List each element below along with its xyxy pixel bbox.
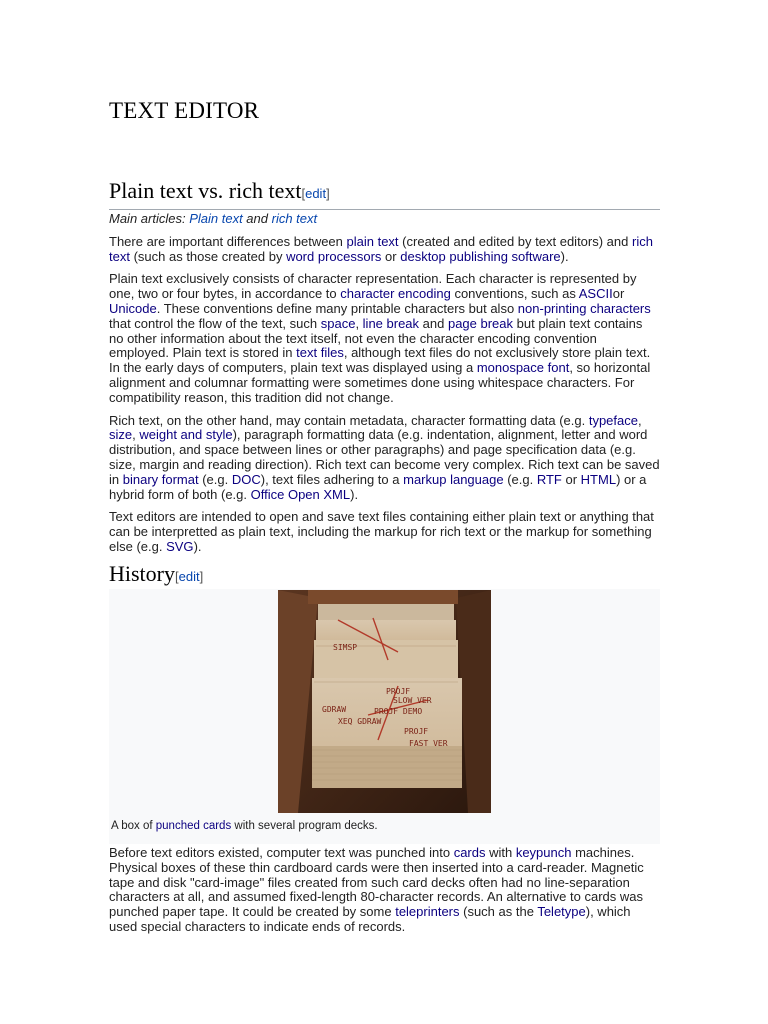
text-run: (created and edited by text editors) and <box>398 233 632 249</box>
edit-section-link <box>301 186 329 201</box>
text-run: , <box>132 427 140 443</box>
text-run: (e.g. <box>198 471 232 487</box>
card-label-projf: PROJF <box>386 687 411 696</box>
link-line-break[interactable]: line break <box>362 315 420 331</box>
text-run: ), text files adhering to a <box>260 471 404 487</box>
text-run: but plain text contains no other information about the text itself, not even the character encoding convention employed. Plain text is stored in <box>109 315 643 361</box>
section-heading-text: Plain text vs. rich text <box>109 178 302 203</box>
link-plain-text[interactable]: Plain text <box>189 211 243 226</box>
link-binary-format[interactable]: binary format <box>122 471 199 487</box>
text-run: (e.g. <box>503 471 537 487</box>
link-monospace-font[interactable]: monospace font <box>476 360 570 376</box>
link-punched-cards[interactable]: punched cards <box>155 820 232 832</box>
page-title: TEXT EDITOR <box>109 98 260 123</box>
card-label-simsp: SIMSP <box>333 643 358 652</box>
section-heading <box>109 178 660 210</box>
text-run: ). <box>350 486 359 502</box>
link-weight-and-style[interactable]: weight and style <box>139 427 233 443</box>
text-run: machines. Physical boxes of these thin cardboard cards were then inserted into a card-reader. Magnetic tape and disk "card-image" files created from such card decks often had no line-separation characters at all, and assumed fixed-length 80-character records. An alternative to cards was punched paper tape. It could be created by some <box>109 845 644 920</box>
section-plain-vs-rich <box>109 178 660 555</box>
card-label-xeq-gdraw: XEQ GDRAW <box>338 717 382 726</box>
paragraph-plain-text <box>109 272 660 405</box>
link-teleprinters[interactable]: teleprinters <box>395 904 460 920</box>
edit-section-link <box>175 569 203 584</box>
link-ascii[interactable]: ASCII <box>578 286 613 302</box>
text-run: , <box>637 412 642 428</box>
text-run: (such as those created by <box>129 248 287 264</box>
text-run: Plain text exclusively consists of character representation. Each character is represented by one, two or four bytes, in accordance to <box>109 271 637 302</box>
edit-link[interactable]: edit <box>305 186 327 201</box>
text-run: , <box>355 315 363 331</box>
link-unicode[interactable]: Unicode <box>109 300 157 316</box>
link-non-printing-characters[interactable]: non-printing characters <box>517 300 651 316</box>
text-run: (such as the <box>459 904 538 920</box>
section-history-body <box>109 846 660 935</box>
card-label-fast-ver: FAST VER <box>409 739 448 748</box>
paragraph-text-editors <box>109 510 660 554</box>
link-space[interactable]: space <box>320 315 356 331</box>
text-run: Text editors are intended to open and save text files containing either plain text or anything that can be interpretted as plain text, including the markup for rich text or the markup for something else (e.g. <box>109 509 654 554</box>
link-html[interactable]: HTML <box>580 471 617 487</box>
link-teletype[interactable]: Teletype <box>537 904 586 920</box>
section-heading-text: History <box>109 561 175 586</box>
link-page-break[interactable]: page break <box>447 315 514 331</box>
card-label-slow-ver: SLOW VER <box>393 696 432 705</box>
link-desktop-publishing[interactable]: desktop publishing software <box>400 248 561 264</box>
text-run: ). <box>560 248 569 264</box>
card-label-projf-2: PROJF <box>404 727 429 736</box>
text-run: , although text files do not exclusively store plain text. In the early days of computers, plain text was displayed using a <box>109 345 651 376</box>
edit-bracket-open: [ <box>301 186 306 201</box>
text-run: or <box>561 471 581 487</box>
link-svg[interactable]: SVG <box>166 538 194 554</box>
link-plain-text-inline[interactable]: plain text <box>346 233 399 249</box>
text-run: and <box>419 315 448 331</box>
punched-cards-photo[interactable] <box>278 590 491 813</box>
text-run: or <box>381 248 401 264</box>
figure-caption <box>111 820 378 832</box>
link-rich-text-inline[interactable]: rich text <box>109 233 653 264</box>
edit-bracket-close: ] <box>199 569 204 584</box>
paragraph-history <box>109 846 660 935</box>
text-run: , so horizontal alignment and columnar formatting were sometimes done using whitespace characters. For compatibility reason, this tradition did not change. <box>109 360 651 405</box>
link-cards[interactable]: cards <box>453 845 486 860</box>
paragraph-differences <box>109 235 660 265</box>
text-run: ), which used special characters to indicate ends of records. <box>109 904 631 934</box>
link-doc[interactable]: DOC <box>231 471 261 487</box>
link-keypunch[interactable]: keypunch <box>515 845 572 860</box>
text-run: Before text editors existed, computer text was punched into <box>109 845 454 860</box>
link-rtf[interactable]: RTF <box>536 471 562 487</box>
text-run: that control the flow of the text, such <box>109 315 321 331</box>
link-typeface[interactable]: typeface <box>588 412 638 428</box>
link-office-open-xml[interactable]: Office Open XML <box>250 486 351 502</box>
hatnote-and: and <box>242 211 272 226</box>
text-run: A box of <box>111 820 156 832</box>
text-run: with several program decks. <box>231 820 378 832</box>
text-run: conventions, such as <box>450 286 579 302</box>
punched-cards-illustration <box>278 590 491 813</box>
main-articles-hatnote <box>109 212 660 227</box>
card-label-gdraw: GDRAW <box>322 705 347 714</box>
link-text-files[interactable]: text files <box>296 345 344 361</box>
link-markup-language[interactable]: markup language <box>403 471 504 487</box>
text-run: ). <box>193 538 202 554</box>
text-run: There are important differences between <box>109 233 347 249</box>
edit-bracket-close: ] <box>326 186 330 201</box>
link-size[interactable]: size <box>109 427 133 443</box>
text-run: Rich text, on the other hand, may contain metadata, character formatting data (e.g. <box>109 412 589 428</box>
edit-bracket-open: [ <box>175 569 179 584</box>
link-character-encoding[interactable]: character encoding <box>340 286 451 302</box>
card-label-projf-demo: PROJF DEMO <box>374 707 423 716</box>
edit-link[interactable]: edit <box>178 569 200 584</box>
text-run: . These conventions define many printable characters but also <box>156 300 518 316</box>
hatnote-prefix: Main articles: <box>109 211 190 226</box>
paragraph-rich-text <box>109 414 660 503</box>
text-run: with <box>485 845 516 860</box>
text-run: or <box>612 286 625 302</box>
link-word-processors[interactable]: word processors <box>286 248 382 264</box>
link-rich-text[interactable]: rich text <box>271 211 318 226</box>
punched-cards-figure <box>109 589 660 844</box>
text-run: ), paragraph formatting data (e.g. indentation, alignment, letter and word distribution, and space between lines or other paragraphs) and page specification data (e.g. size, margin and reading direction). Rich text can become very complex. Rich text can be saved in <box>109 427 660 487</box>
text-run: ) or a hybrid form of both (e.g. <box>109 471 647 502</box>
